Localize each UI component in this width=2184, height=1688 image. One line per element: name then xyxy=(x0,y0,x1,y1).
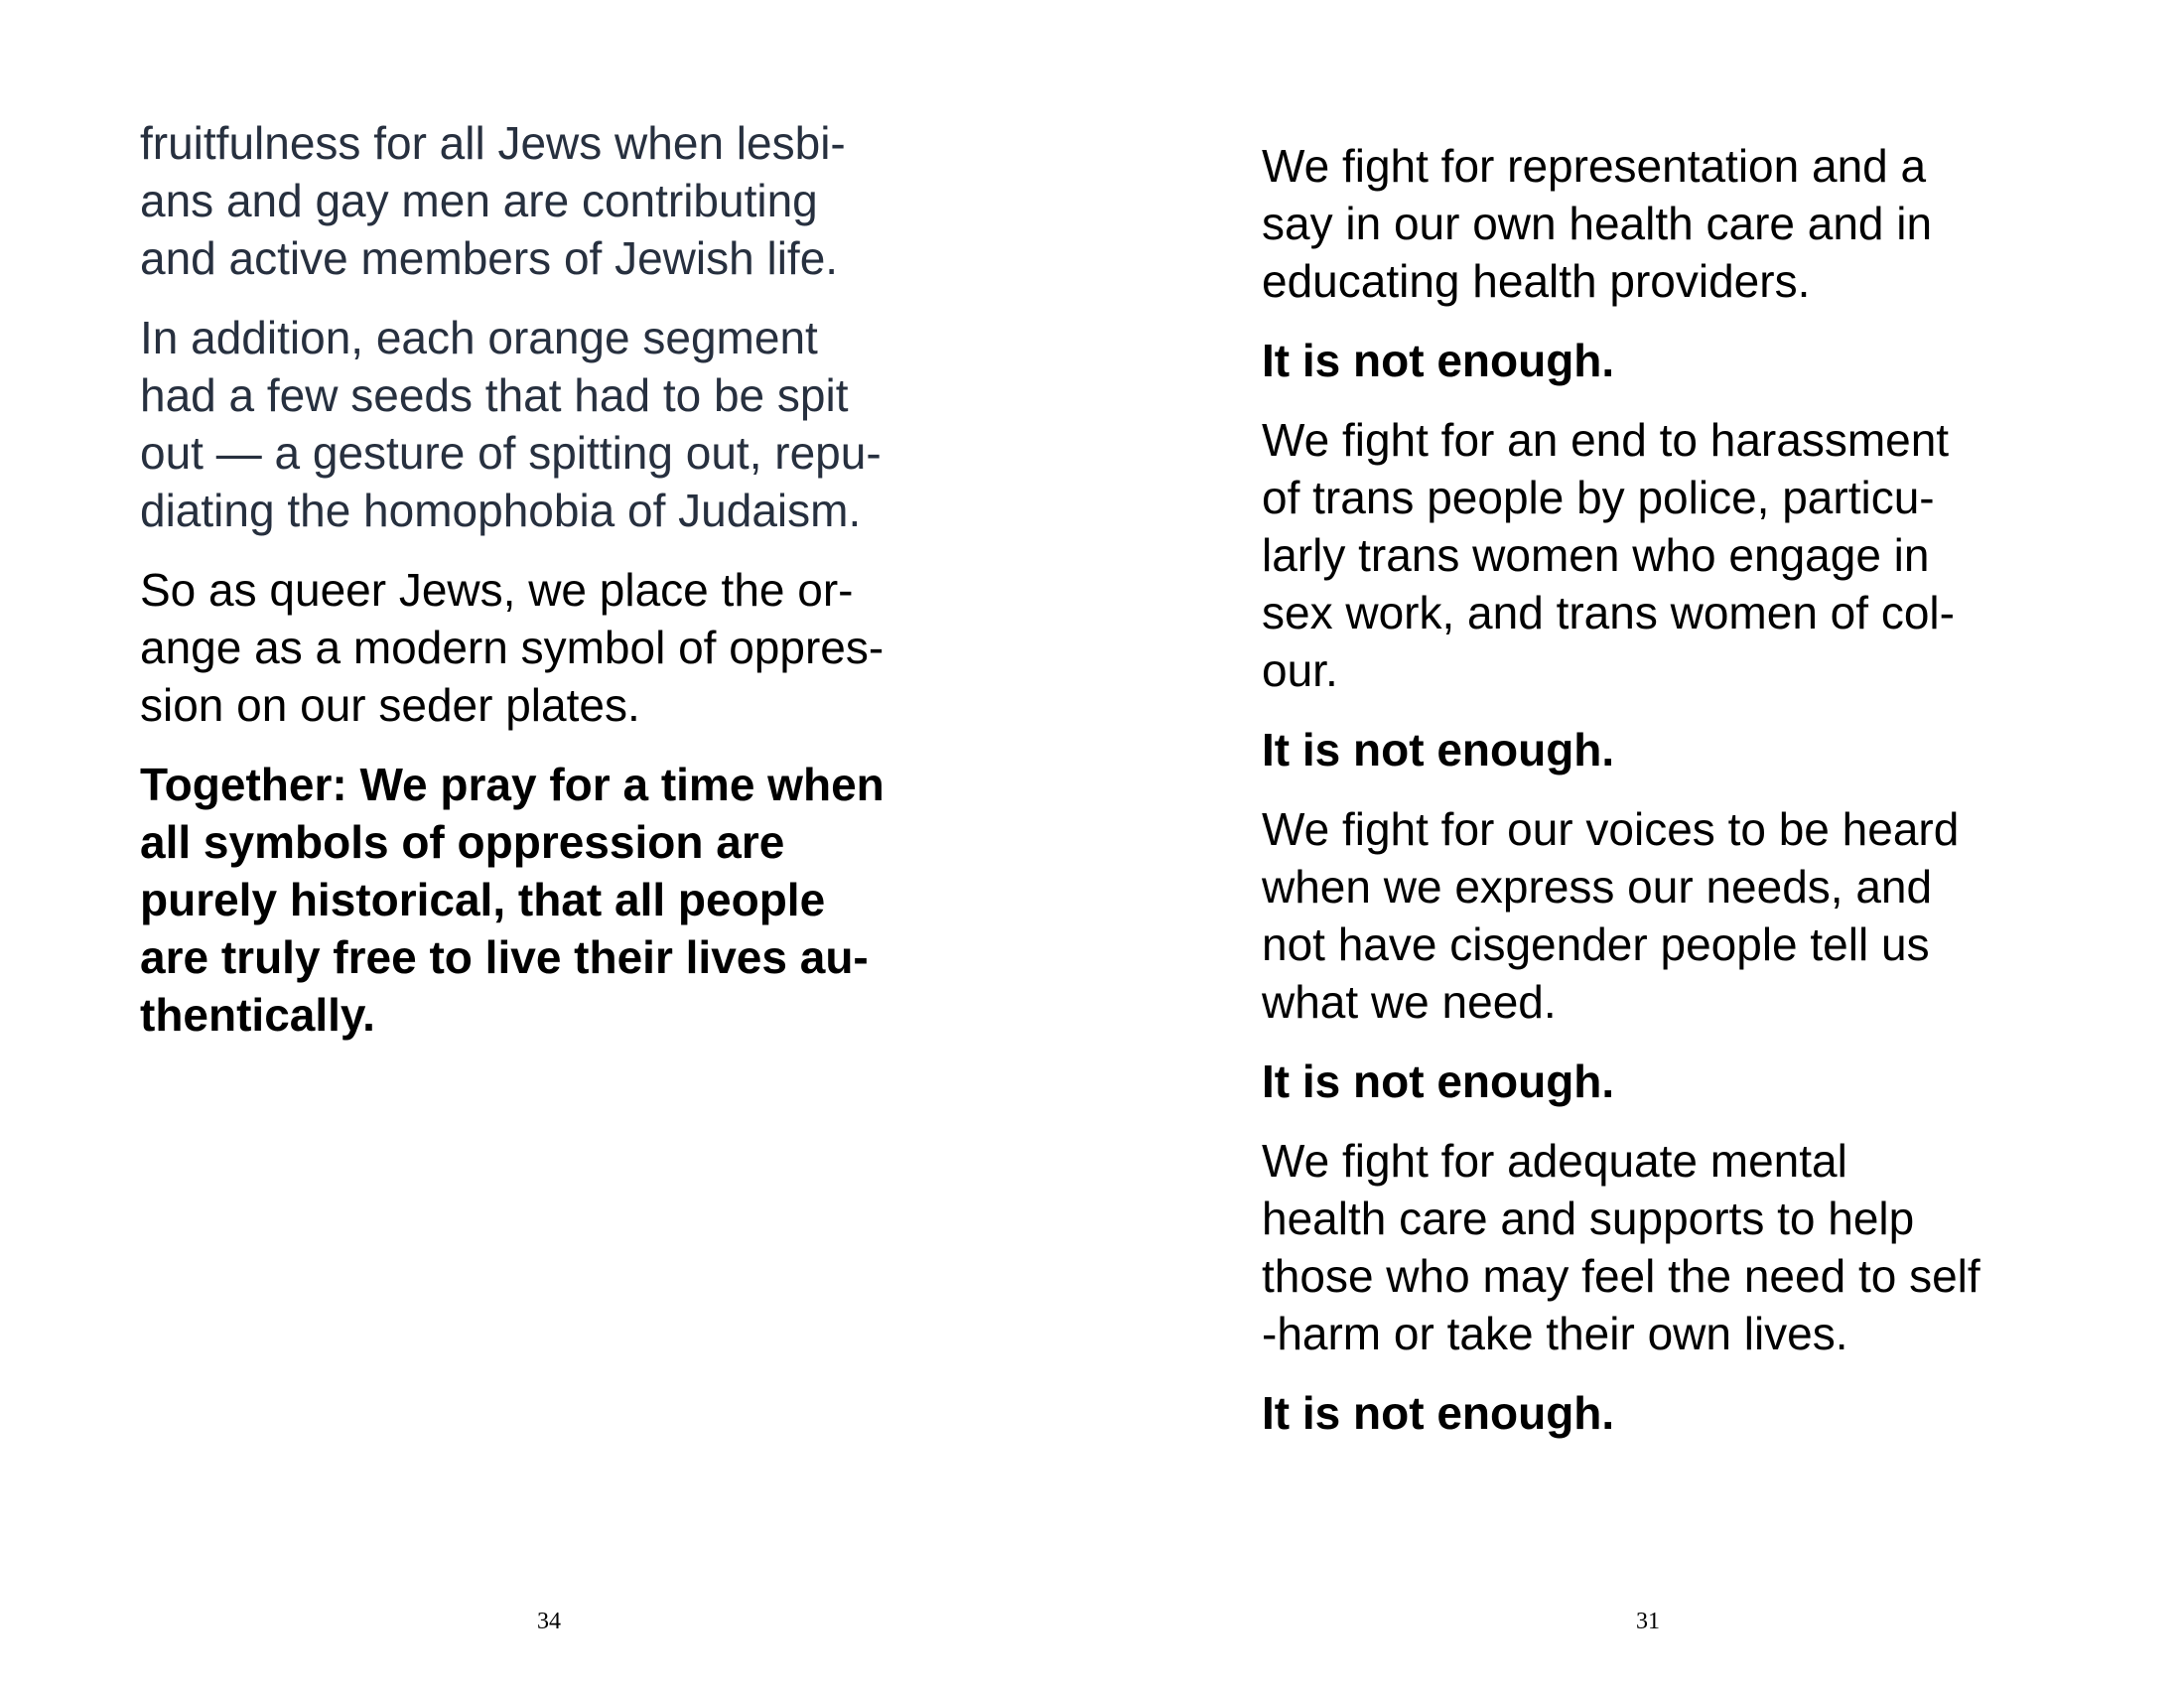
text-line: and active members of Jewish life. xyxy=(140,232,839,284)
text-line: those who may feel the need to self xyxy=(1262,1250,1980,1302)
left-page-text xyxy=(140,114,994,1065)
voices-paragraph xyxy=(1262,800,2155,1031)
seder-plate-paragraph xyxy=(140,561,994,734)
text-line: say in our own health care and in xyxy=(1262,198,1933,249)
text-line: We fight for representation and a xyxy=(1262,140,1927,192)
harassment-paragraph xyxy=(1262,411,2155,699)
text-line: what we need. xyxy=(1262,976,1557,1028)
text-line: sex work, and trans women of col- xyxy=(1262,587,1955,638)
orange-fruitfulness-paragraph xyxy=(140,114,994,287)
text-line: sion on our seder plates. xyxy=(140,679,640,731)
text-line: when we express our needs, and xyxy=(1262,861,1933,913)
page-number: 34 xyxy=(537,1609,561,1634)
page-number: 31 xyxy=(1636,1609,1660,1634)
text-line: larly trans women who engage in xyxy=(1262,529,1930,581)
text-line: We fight for our voices to be heard xyxy=(1262,803,1960,855)
text-line: thentically. xyxy=(140,989,375,1041)
text-line: So as queer Jews, we place the or- xyxy=(140,564,854,616)
text-line: Together: We pray for a time when xyxy=(140,759,885,810)
refrain-line: It is not enough. xyxy=(1262,724,1615,775)
text-line: fruitfulness for all Jews when lesbi- xyxy=(140,117,846,169)
text-line: out — a gesture of spitting out, repu- xyxy=(140,427,882,479)
text-line: are truly free to live their lives au- xyxy=(140,931,869,983)
text-line: educating health providers. xyxy=(1262,255,1811,307)
text-line: of trans people by police, particu- xyxy=(1262,472,1935,523)
right-page-text xyxy=(1262,137,2155,1464)
text-line: had a few seeds that had to be spit xyxy=(140,369,849,421)
orange-seeds-paragraph xyxy=(140,309,994,539)
together-prayer-paragraph xyxy=(140,756,994,1044)
text-line: In addition, each orange segment xyxy=(140,312,818,363)
text-line: diating the homophobia of Judaism. xyxy=(140,485,862,536)
representation-paragraph xyxy=(1262,137,2155,310)
refrain-line: It is not enough. xyxy=(1262,1055,1615,1107)
text-line: -harm or take their own lives. xyxy=(1262,1308,1848,1359)
text-line: ans and gay men are contributing xyxy=(140,175,818,226)
text-line: our. xyxy=(1262,644,1338,696)
text-line: We fight for adequate mental xyxy=(1262,1135,1847,1187)
text-line: health care and supports to help xyxy=(1262,1193,1915,1244)
text-line: purely historical, that all people xyxy=(140,874,826,925)
mental-health-paragraph xyxy=(1262,1132,2155,1362)
text-line: ange as a modern symbol of oppres- xyxy=(140,622,885,673)
refrain-line: It is not enough. xyxy=(1262,335,1615,386)
text-line: We fight for an end to harassment xyxy=(1262,414,1950,466)
text-line: not have cisgender people tell us xyxy=(1262,918,1930,970)
text-line: all symbols of oppression are xyxy=(140,816,785,868)
refrain-line: It is not enough. xyxy=(1262,1387,1615,1439)
right-page xyxy=(1092,0,2184,1688)
